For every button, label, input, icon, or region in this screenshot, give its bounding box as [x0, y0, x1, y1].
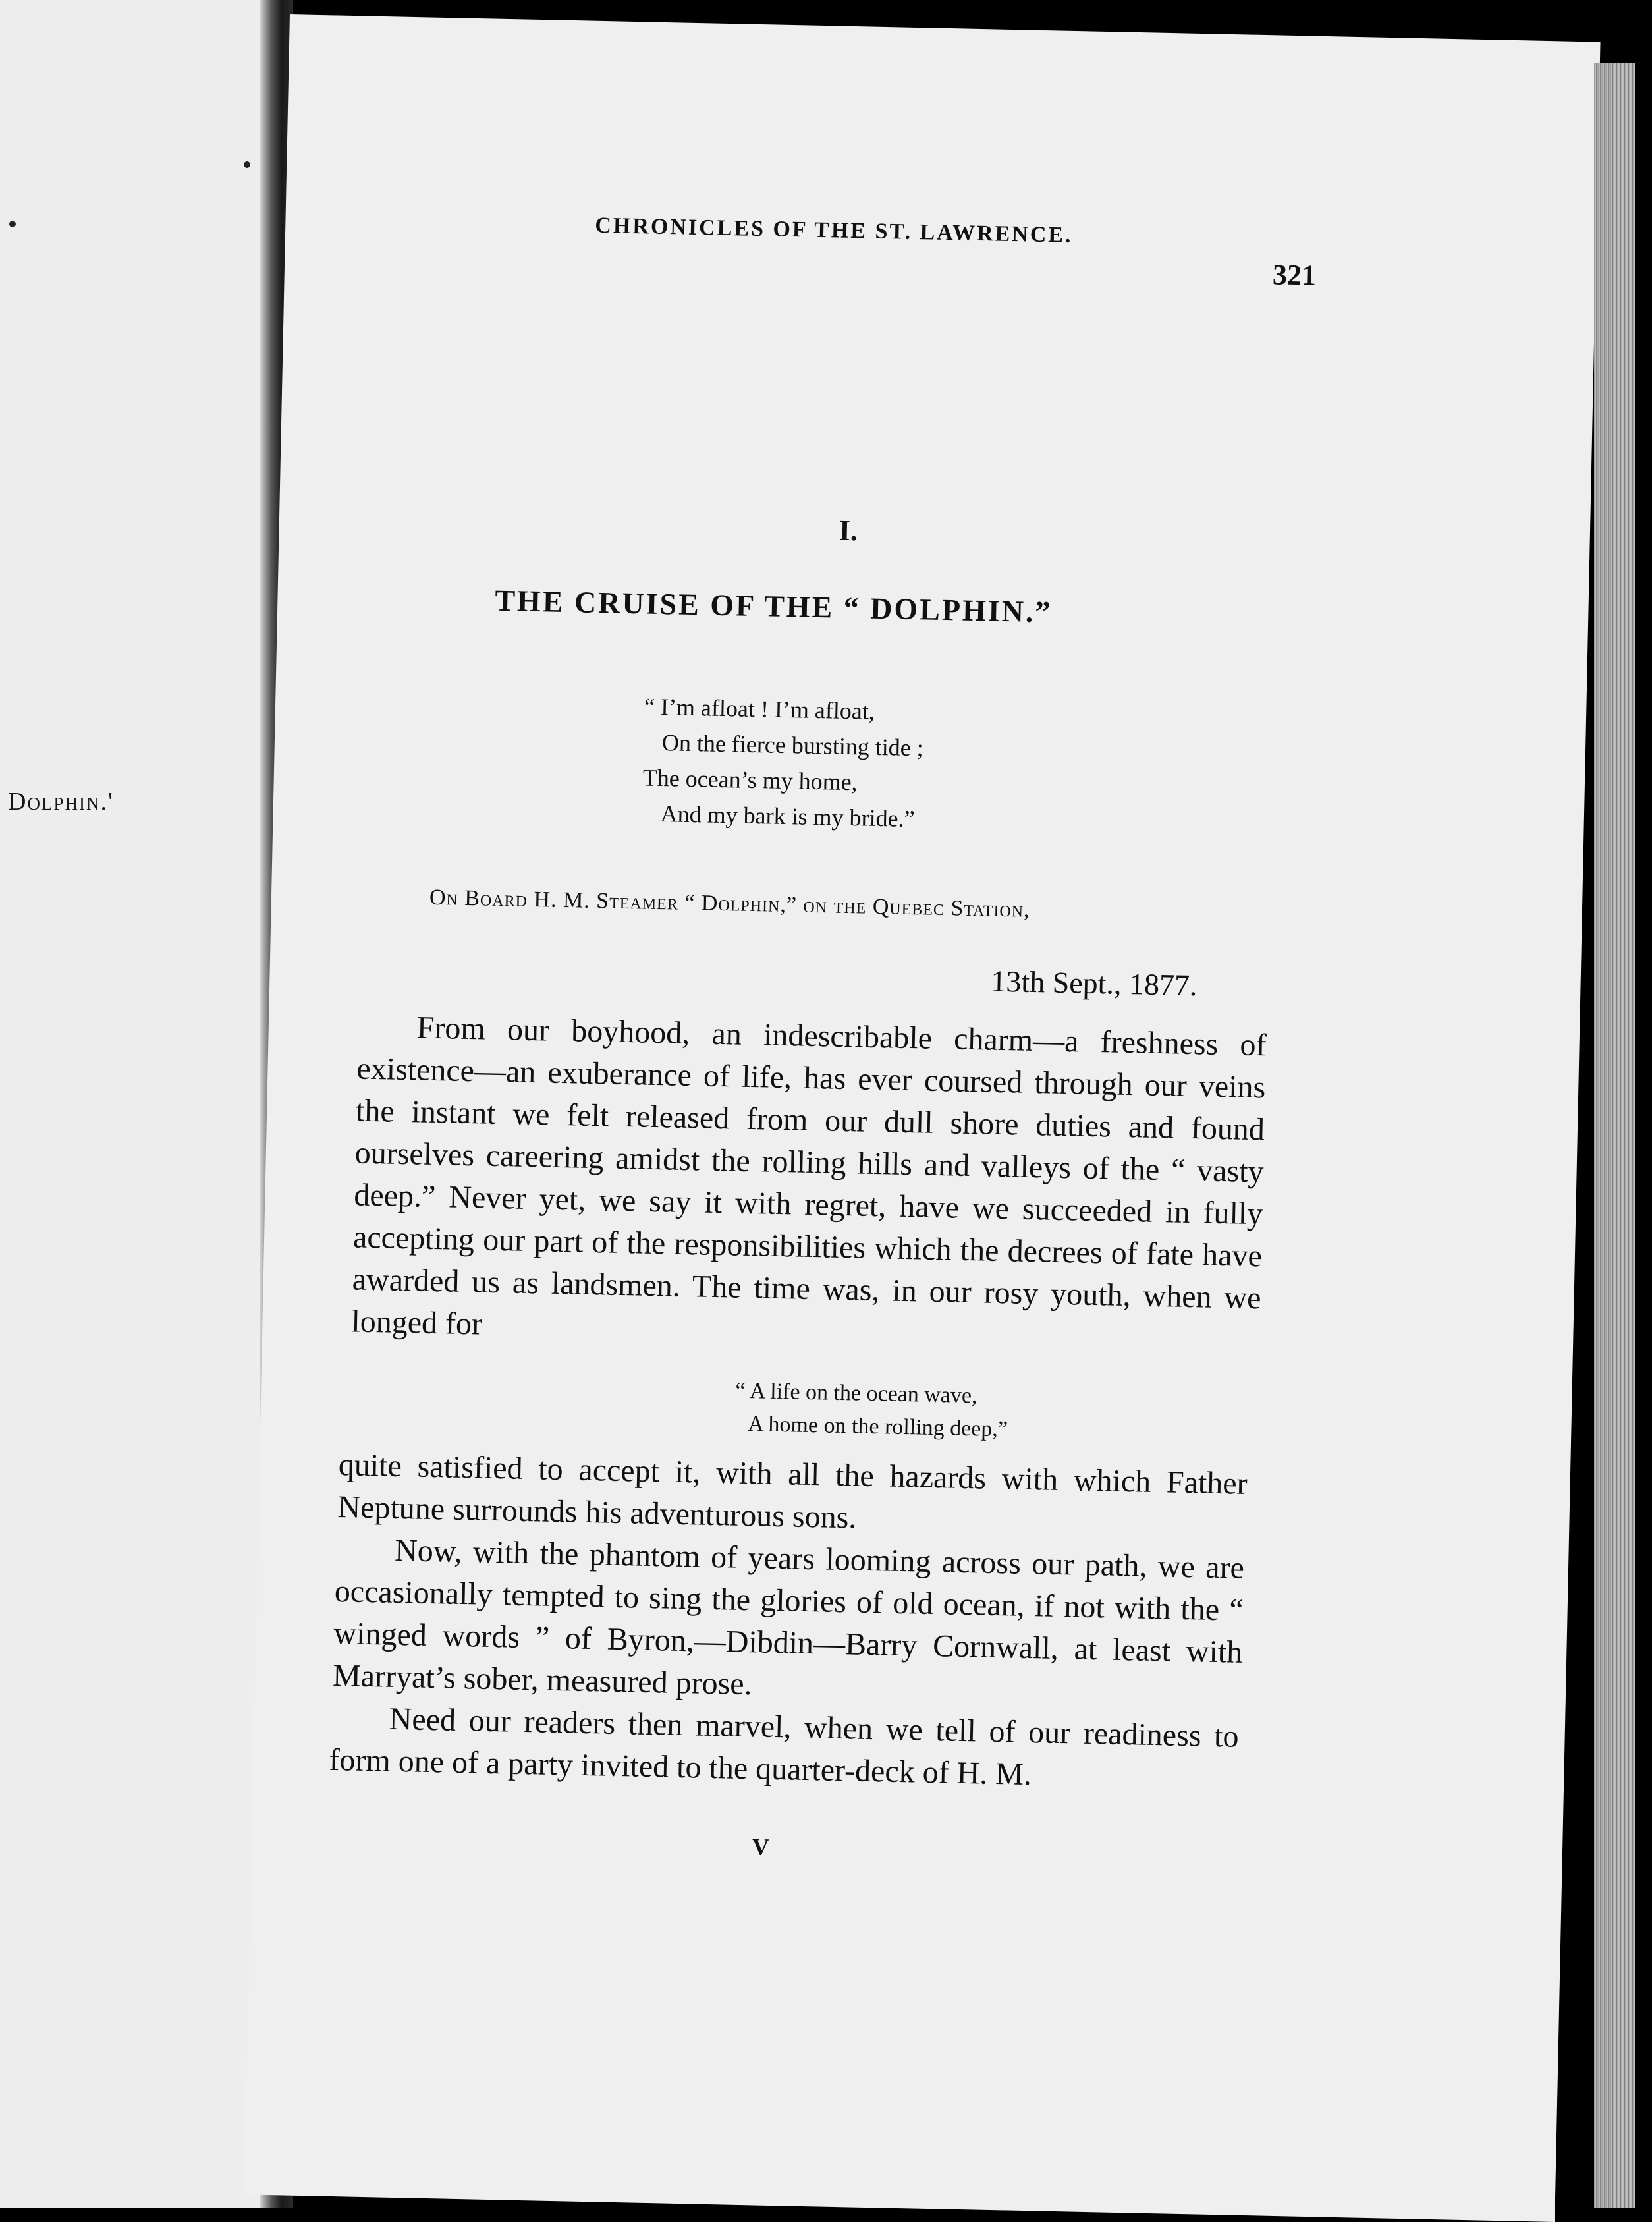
page-number: 321	[1272, 258, 1317, 292]
paragraph	[351, 1005, 1267, 1362]
epigraph-line: “ I’m afloat ! I’m afloat,	[644, 693, 875, 725]
dateline: On Board H. M. Steamer “ Dolphin,” on the Quebec Station,	[429, 885, 1030, 922]
ink-speck	[9, 221, 16, 227]
ink-speck	[244, 161, 250, 168]
epigraph	[642, 689, 924, 837]
section-number: I.	[839, 514, 858, 547]
paragraph-text: quite satisfied to accept it, with all the hazards with which Father Neptune surrounds his adventurous sons.	[337, 1447, 1248, 1536]
epigraph-line: On the fierce bursting tide ;	[661, 729, 924, 762]
paragraph-text: Now, with the phantom of years looming across our path, we are occasionally tempted to sing the glories of old ocean, if not with the “ winged words ” of Byron,—Dibdin—Barry Cornwall, at least with Marryat’s sober, measured prose.	[332, 1532, 1245, 1702]
chapter-title: THE CRUISE OF THE “ DOLPHIN.”	[494, 583, 1053, 629]
paragraph-text: Need our readers then marvel, when we tell of our readiness to form one of a party invited to the quarter-deck of H. M.	[328, 1701, 1240, 1792]
paragraph-text: From our boyhood, an indescribable charm—a freshness of existence—an exuberance of life, has ever coursed through our veins the instant we felt released from our dull shore duties and found ourselves careering amidst the rolling hills and valleys of the “ vasty deep.” Never yet, we say it with regret, have we succeeded in fully accepting our part of the responsibilities which the decrees of fate have awarded us as landsmen. The time was, in our rosy youth, when we longed for	[350, 1010, 1267, 1342]
epigraph-line: And my bark is my bride.”	[660, 800, 915, 833]
book-page	[244, 14, 1601, 2222]
quoted-verse	[734, 1375, 1009, 1447]
left-page-running-word: Dolphin.'	[8, 788, 114, 816]
printer-signature-mark: V	[752, 1833, 770, 1860]
page-edges	[1594, 63, 1635, 2208]
letter-date: 13th Sept., 1877.	[990, 964, 1198, 1003]
left-facing-page	[0, 0, 270, 2208]
paragraph	[333, 1528, 1245, 1716]
epigraph-line: The ocean’s my home,	[642, 764, 858, 796]
running-head: CHRONICLES OF THE ST. LAWRENCE.	[595, 213, 1073, 248]
quote-line: A home on the rolling deep,”	[747, 1412, 1008, 1442]
quote-line: “ A life on the ocean wave,	[735, 1378, 977, 1408]
